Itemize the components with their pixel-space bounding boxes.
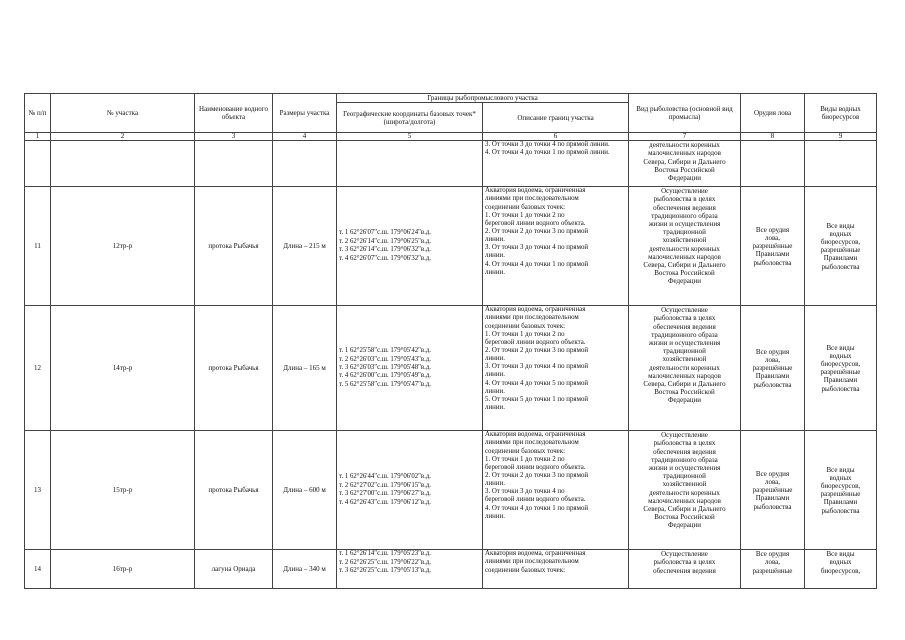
column-number: 7 — [629, 133, 741, 141]
fishing-type-line: Федерации — [667, 174, 702, 183]
description-line: береговой линии водного объекта. — [485, 219, 586, 227]
fishing-type-line: хозяйственной — [662, 480, 707, 489]
gear-line: Правилами — [755, 250, 790, 259]
cell-coordinates — [337, 187, 483, 306]
description-line: линиями при последовательном — [485, 439, 579, 447]
coordinate-point: т. 5 62°25'58"с.ш. 179°05'47"в.д. — [339, 380, 431, 388]
fishing-type-line: деятельности коренных — [649, 244, 720, 253]
cell-size: Длина – 600 м — [273, 431, 337, 550]
species-line: Правилами — [823, 376, 858, 385]
column-number-row — [25, 133, 877, 141]
fishing-type-line: жизни и осуществления — [648, 220, 721, 229]
description-line: Акватория водоема, ограниченная — [485, 550, 586, 558]
fishing-type-line: обеспечения ведения — [653, 447, 716, 456]
description-line: 2. От точки 2 до точки 3 по прямой — [485, 471, 589, 479]
fishing-type-line: Востока Российской — [654, 165, 715, 174]
column-number: 4 — [273, 133, 337, 141]
fishing-plots-table — [24, 93, 877, 589]
cell-species — [805, 550, 877, 589]
fishing-type-line: Осуществление — [661, 306, 708, 315]
cell-plot — [51, 141, 195, 187]
gear-line: разрешённые — [752, 242, 793, 251]
cell-gear — [741, 141, 805, 187]
gear-line: разрешённые — [752, 486, 793, 495]
coordinate-point: т. 4 62°26'43"с.ш. 179°06'12"в.д. — [339, 498, 431, 506]
cell-num: 14 — [25, 550, 51, 589]
description-line: 3. От точки 3 до точки 4 по — [485, 488, 565, 496]
species-line: разрешённые — [820, 368, 861, 377]
document-page — [24, 93, 876, 589]
column-number: 2 — [51, 133, 195, 141]
column-number: 3 — [195, 133, 273, 141]
description-line: Акватория водоема, ограниченная — [485, 431, 586, 439]
description-line: соединении базовых точек: — [485, 203, 565, 211]
species-line: водных — [829, 558, 852, 567]
cell-coordinates — [337, 431, 483, 550]
gear-line: рыболовства — [753, 502, 792, 511]
header-description: Описание границ участка — [483, 103, 629, 133]
species-line: Все виды — [826, 221, 855, 230]
species-line: Все виды — [826, 550, 855, 559]
header-num: № п/п — [25, 94, 51, 133]
fishing-type-line: малочисленных народов — [648, 252, 721, 261]
description-line: 4. От точки 4 до точки 1 по прямой — [485, 260, 589, 268]
coordinate-point: т. 2 62°27'02"с.ш. 179°06'15"в.д. — [339, 481, 431, 489]
gear-line: лова, — [764, 477, 781, 486]
description-line: 3. От точки 3 до точки 4 по прямой — [485, 244, 589, 252]
description-line: 4. От точки 4 до точки 1 по прямой линии. — [485, 149, 610, 157]
table-row — [25, 187, 877, 306]
cell-water-body — [195, 141, 273, 187]
species-line: рыболовства — [821, 506, 860, 515]
cell-size: Длина – 165 м — [273, 306, 337, 431]
cell-size: Длина – 215 м — [273, 187, 337, 306]
cell-num: 12 — [25, 306, 51, 431]
gear-line: лова, — [764, 355, 781, 364]
table-row — [25, 550, 877, 589]
description-line: соединении базовых точек: — [485, 447, 565, 455]
header-fishing-gear: Орудия лова — [741, 94, 805, 133]
description-line: береговой линии водного объекта. — [485, 463, 586, 471]
description-line: линиями при последовательном — [485, 195, 579, 203]
fishing-type-line: Осуществление — [661, 431, 708, 440]
coordinate-point: т. 3 62°27'00"с.ш. 179°06'27"в.д. — [339, 490, 431, 498]
species-line: рыболовства — [821, 384, 860, 393]
table-row — [25, 306, 877, 431]
gear-line: лова, — [764, 558, 781, 567]
cell-description — [483, 550, 629, 589]
column-number: 6 — [483, 133, 629, 141]
fishing-type-line: Востока Российской — [654, 388, 715, 397]
fishing-type-line: Востока Российской — [654, 269, 715, 278]
description-line: линии. — [485, 404, 505, 412]
header-boundaries-group: Границы рыбопромыслового участка — [337, 94, 629, 103]
header-water-body: Наименование водного объекта — [195, 94, 273, 133]
fishing-type-line: рыболовства в целях — [653, 314, 716, 323]
column-number: 5 — [337, 133, 483, 141]
description-line: 2. От точки 2 до точки 3 по прямой — [485, 227, 589, 235]
cell-size: Длина – 340 м — [273, 550, 337, 589]
description-line: 5. От точки 5 до точки 1 по прямой — [485, 395, 589, 403]
cell-species — [805, 141, 877, 187]
species-line: водных — [829, 351, 852, 360]
fishing-type-line: рыболовства в целях — [653, 558, 716, 567]
header-coordinates: Географические координаты базовых точек* (широта/долгота) — [337, 103, 483, 133]
description-line: линии. — [485, 236, 505, 244]
cell-gear — [741, 306, 805, 431]
header-plot-size: Размеры участка — [273, 94, 337, 133]
fishing-type-line: обеспечения ведения — [653, 322, 716, 331]
fishing-type-line: Севера, Сибири и Дальнего — [643, 261, 726, 270]
cell-plot: 16тр-р — [51, 550, 195, 589]
cell-description — [483, 141, 629, 187]
gear-line: Все орудия — [755, 347, 790, 356]
species-line: Все виды — [826, 343, 855, 352]
fishing-type-line: Севера, Сибири и Дальнего — [643, 380, 726, 389]
fishing-type-line: Осуществление — [661, 187, 708, 196]
fishing-type-line: жизни и осуществления — [648, 464, 721, 473]
description-line: 4. От точки 4 до точки 1 по прямой — [485, 504, 589, 512]
cell-description — [483, 187, 629, 306]
fishing-type-line: деятельности коренных — [649, 488, 720, 497]
species-line: Правилами — [823, 254, 858, 263]
coordinate-point: т. 3 62°26'25"с.ш. 179°05'13"в.д. — [339, 567, 431, 575]
description-line: линии. — [485, 387, 505, 395]
coordinate-point: т. 2 62°26'14"с.ш. 179°06'25"в.д. — [339, 237, 431, 245]
coordinate-point: т. 3 62°26'14"с.ш. 179°06'32"в.д. — [339, 246, 431, 254]
fishing-type-line: деятельности коренных — [649, 363, 720, 372]
cell-species — [805, 306, 877, 431]
coordinate-point: т. 1 62°26'44"с.ш. 179°06'02"в.д. — [339, 473, 431, 481]
fishing-type-line: традиционного образа — [651, 330, 718, 339]
fishing-type-line: Севера, Сибири и Дальнего — [643, 505, 726, 514]
fishing-type-line: Севера, Сибири и Дальнего — [643, 157, 726, 166]
coordinate-point: т. 2 62°26'03"с.ш. 179°05'43"в.д. — [339, 355, 431, 363]
cell-gear — [741, 431, 805, 550]
cell-num — [25, 141, 51, 187]
fishing-type-line: хозяйственной — [662, 355, 707, 364]
fishing-type-line: традиционного образа — [651, 211, 718, 220]
fishing-type-line: Федерации — [667, 396, 702, 405]
cell-coordinates — [337, 306, 483, 431]
gear-line: Все орудия — [755, 550, 790, 559]
coordinate-point: т. 1 62°25'58"с.ш. 179°05'42"в.д. — [339, 347, 431, 355]
header-fishing-type: Вид рыболовства (основной вид промысла) — [629, 94, 741, 133]
species-line: биоресурсов, — [820, 360, 861, 368]
gear-line: Правилами — [755, 372, 790, 381]
species-line: разрешённые — [820, 246, 861, 255]
cell-fishing-type — [629, 550, 741, 589]
description-line: линии. — [485, 355, 505, 363]
header-plot-number: № участка — [51, 94, 195, 133]
fishing-type-line: Востока Российской — [654, 513, 715, 522]
fishing-type-line: рыболовства в целях — [653, 195, 716, 204]
fishing-type-line: малочисленных народов — [648, 496, 721, 505]
header-species: Виды водных биоресурсов — [805, 94, 877, 133]
coordinate-point: т. 2 62°26'25"с.ш. 179°06'22"в.д. — [339, 558, 431, 566]
description-line: линиями при последовательном — [485, 558, 579, 566]
description-line: линии. — [485, 512, 505, 520]
cell-fishing-type — [629, 187, 741, 306]
cell-water-body: протока Рыбачья — [195, 431, 273, 550]
cell-plot: 14тр-р — [51, 306, 195, 431]
description-line: линии. — [485, 371, 505, 379]
cell-num: 11 — [25, 187, 51, 306]
gear-line: рыболовства — [753, 380, 792, 389]
fishing-type-line: жизни и осуществления — [648, 339, 721, 348]
description-line: 1. От точки 1 до точки 2 по — [485, 211, 565, 219]
fishing-type-line: традиционной — [663, 347, 706, 356]
cell-coordinates — [337, 141, 483, 187]
species-line: биоресурсов, — [820, 482, 861, 490]
species-line: водных — [829, 473, 852, 482]
table-row — [25, 431, 877, 550]
fishing-type-line: малочисленных народов — [648, 149, 721, 158]
coordinate-point: т. 1 62°26'14"с.ш. 179°05'23"в.д. — [339, 550, 431, 558]
cell-fishing-type — [629, 141, 741, 187]
cell-water-body: протока Рыбачья — [195, 306, 273, 431]
gear-line: Все орудия — [755, 225, 790, 234]
species-line: биоресурсов, — [820, 566, 861, 575]
fishing-type-line: обеспечения ведения — [653, 566, 716, 575]
cell-species — [805, 187, 877, 306]
cell-fishing-type — [629, 431, 741, 550]
coordinate-point: т. 4 62°26'07"с.ш. 179°06'32"в.д. — [339, 254, 431, 262]
header-row-1 — [25, 94, 877, 103]
gear-line: разрешённые — [752, 364, 793, 373]
cell-plot: 12тр-р — [51, 187, 195, 306]
description-line: 2. От точки 2 до точки 3 по прямой — [485, 346, 589, 354]
fishing-type-line: традиционной — [663, 228, 706, 237]
description-line: береговой линии водного объекта. — [485, 338, 586, 346]
continuation-row — [25, 141, 877, 187]
species-line: Правилами — [823, 498, 858, 507]
column-number: 9 — [805, 133, 877, 141]
species-line: рыболовства — [821, 262, 860, 271]
column-number: 1 — [25, 133, 51, 141]
gear-line: Правилами — [755, 494, 790, 503]
fishing-type-line: традиционной — [663, 472, 706, 481]
species-line: разрешённые — [820, 490, 861, 499]
gear-line: Все орудия — [755, 469, 790, 478]
cell-plot: 15тр-р — [51, 431, 195, 550]
cell-description — [483, 306, 629, 431]
coordinate-point: т. 3 62°26'03"с.ш. 179°05'48"в.д. — [339, 364, 431, 371]
description-line: соединении базовых точек: — [485, 566, 565, 574]
description-line: линии. — [485, 252, 505, 260]
cell-gear — [741, 187, 805, 306]
gear-line: рыболовства — [753, 258, 792, 267]
column-number: 8 — [741, 133, 805, 141]
fishing-type-line: деятельности коренных — [649, 141, 720, 150]
description-line: линии. — [485, 480, 505, 488]
coordinate-point: т. 4 62°26'00"с.ш. 179°05'49"в.д. — [339, 372, 431, 380]
cell-water-body: лагуна Ориада — [195, 550, 273, 589]
cell-water-body: протока Рыбачья — [195, 187, 273, 306]
description-line: Акватория водоема, ограниченная — [485, 187, 586, 195]
fishing-type-line: традиционного образа — [651, 455, 718, 464]
gear-line: разрешённые — [752, 566, 793, 575]
description-line: линии. — [485, 268, 505, 276]
cell-species — [805, 431, 877, 550]
description-line: 1. От точки 1 до точки 2 по — [485, 455, 565, 463]
fishing-type-line: обеспечения ведения — [653, 203, 716, 212]
description-line: соединении базовых точек: — [485, 322, 565, 330]
cell-fishing-type — [629, 306, 741, 431]
cell-num: 13 — [25, 431, 51, 550]
description-line: 4. От точки 4 до точки 5 по прямой — [485, 379, 589, 387]
cell-gear — [741, 550, 805, 589]
species-line: водных — [829, 229, 852, 238]
cell-size — [273, 141, 337, 187]
cell-description — [483, 431, 629, 550]
fishing-type-line: хозяйственной — [662, 236, 707, 245]
species-line: биоресурсов, — [820, 238, 861, 246]
cell-coordinates — [337, 550, 483, 589]
description-line: береговой линии водного объекта. — [485, 496, 586, 504]
fishing-type-line: малочисленных народов — [648, 371, 721, 380]
species-line: Все виды — [826, 465, 855, 474]
description-line: линиями при последовательном — [485, 314, 579, 322]
fishing-type-line: Федерации — [667, 521, 702, 530]
fishing-type-line: Федерации — [667, 277, 702, 286]
description-line: Акватория водоема, ограниченная — [485, 306, 586, 314]
table-body — [25, 187, 877, 589]
fishing-type-line: рыболовства в целях — [653, 439, 716, 448]
description-line: 3. От точки 3 до точки 4 по прямой линии. — [485, 141, 610, 149]
coordinate-point: т. 1 62°26'07"с.ш. 179°06'24"в.д. — [339, 229, 431, 237]
gear-line: лова, — [764, 233, 781, 242]
description-line: 1. От точки 1 до точки 2 по — [485, 330, 565, 338]
fishing-type-line: Осуществление — [661, 550, 708, 559]
description-line: 3. От точки 3 до точки 4 по прямой — [485, 363, 589, 371]
